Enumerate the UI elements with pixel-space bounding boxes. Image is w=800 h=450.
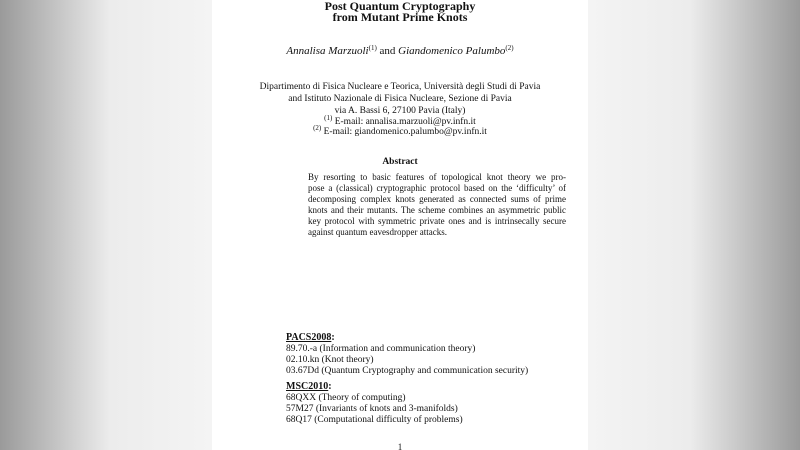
author-1-marker: (1) xyxy=(368,44,377,52)
email-2-marker: (2) xyxy=(313,124,322,132)
abstract-line: decomposing complex knots generated as connected sums of prime xyxy=(308,194,566,204)
pacs-item: 02.10.kn (Knot theory) xyxy=(286,355,374,365)
affiliation-line-2: and Istituto Nazionale di Fisica Nucleare, Sezione di Pavia xyxy=(288,94,512,104)
abstract-line: knots and their mutants. The scheme combines an asymmetric public xyxy=(308,205,566,215)
msc-item: 57M27 (Invariants of knots and 3-manifolds) xyxy=(286,404,458,414)
page-number: 1 xyxy=(397,442,403,450)
paper-title-line-2: from Mutant Prime Knots xyxy=(332,10,468,24)
author-2-marker: (2) xyxy=(505,44,514,52)
pacs-heading-colon: : xyxy=(331,332,335,343)
email-1-marker: (1) xyxy=(324,114,333,122)
msc-heading xyxy=(286,381,332,393)
msc-item: 68QXX (Theory of computing) xyxy=(286,393,406,403)
msc-heading-text: MSC2010 xyxy=(286,381,329,392)
pacs-heading-text: PACS2008 xyxy=(286,332,332,343)
affiliation-line-1: Dipartimento di Fisica Nucleare e Teorica, Università degli Studi di Pavia xyxy=(259,82,541,92)
pacs-heading xyxy=(286,332,335,344)
paper-page xyxy=(212,0,588,450)
author-2: Giandomenico Palumbo xyxy=(398,45,506,57)
pacs-item: 03.67Dd (Quantum Cryptography and communication security) xyxy=(286,366,529,376)
msc-heading-colon: : xyxy=(328,381,332,392)
email-2-text: E-mail: giandomenico.palumbo@pv.infn.it xyxy=(321,127,487,137)
paper-title-line-1: Post Quantum Cryptography xyxy=(324,0,476,13)
msc-item: 68Q17 (Computational difficulty of problems) xyxy=(286,415,463,425)
email-1-text: E-mail: annalisa.marzuoli@pv.infn.it xyxy=(332,117,476,127)
abstract-line: By resorting to basic features of topological knot theory we pro- xyxy=(308,172,566,182)
author-conjunction: and xyxy=(376,45,399,57)
email-2 xyxy=(212,126,588,138)
abstract-line: against quantum eavesdropper attacks. xyxy=(308,227,447,237)
abstract-heading: Abstract xyxy=(382,157,418,167)
abstract-line: key protocol with symmetric private ones and is intrinsecally secure xyxy=(308,216,566,226)
abstract-line: pose a (classical) cryptographic protocol based on the ‘difficulty’ of xyxy=(308,183,566,193)
author-list xyxy=(212,45,588,58)
affiliation-line-3: via A. Bassi 6, 27100 Pavia (Italy) xyxy=(334,106,466,116)
author-1: Annalisa Marzuoli xyxy=(286,45,369,57)
pacs-item: 89.70.-a (Information and communication theory) xyxy=(286,344,476,354)
